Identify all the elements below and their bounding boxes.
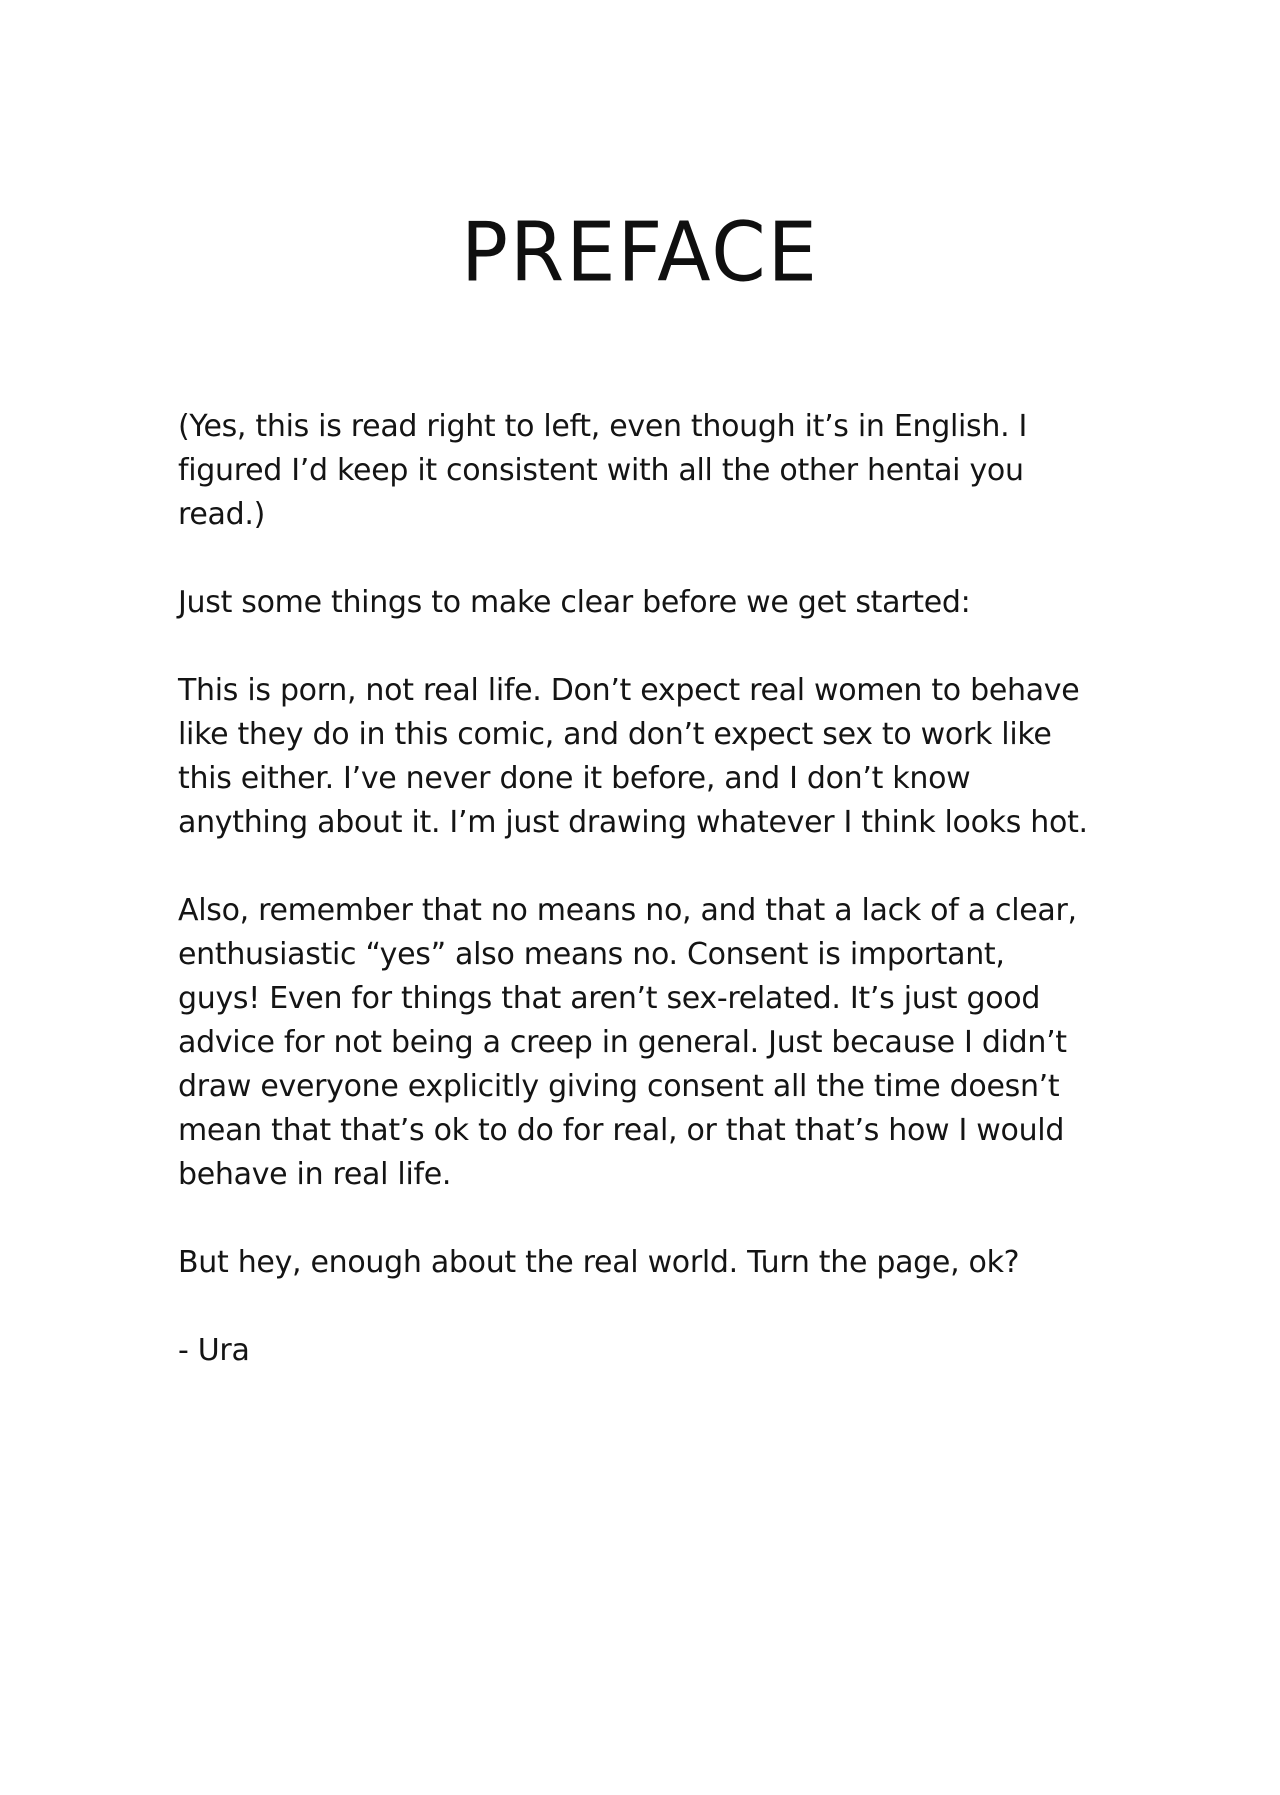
paragraph-consent: Also, remember that no means no, and that a lack of a clear, enthusiastic “yes” also means no. Consent is important, guys! Even for things that aren’t sex-related. It’s just good advice for not being a creep in general. Just because I didn’t draw everyone explicitly giving consent all the time doesn’t mean that that’s ok to do for real, or that that’s how I would behave in real life. (178, 893, 1077, 1192)
paragraph-intro: Just some things to make clear before we get started: (178, 585, 971, 620)
author-signature: - Ura (178, 1333, 250, 1368)
preface-body (178, 405, 1138, 1417)
paragraph-reading-direction: (Yes, this is read right to left, even though it’s in English. I figured I’d keep it consistent with all the other hentai you read.) (178, 409, 1028, 532)
paragraph-turn-page: But hey, enough about the real world. Turn the page, ok? (178, 1245, 1020, 1280)
paragraph-not-real-life: This is porn, not real life. Don’t expect real women to behave like they do in this comic, and don’t expect sex to work like this either. I’ve never done it before, and I don’t know anything about it. I’m just drawing whatever I think looks hot. (178, 673, 1088, 840)
page-title: PREFACE (461, 205, 819, 301)
